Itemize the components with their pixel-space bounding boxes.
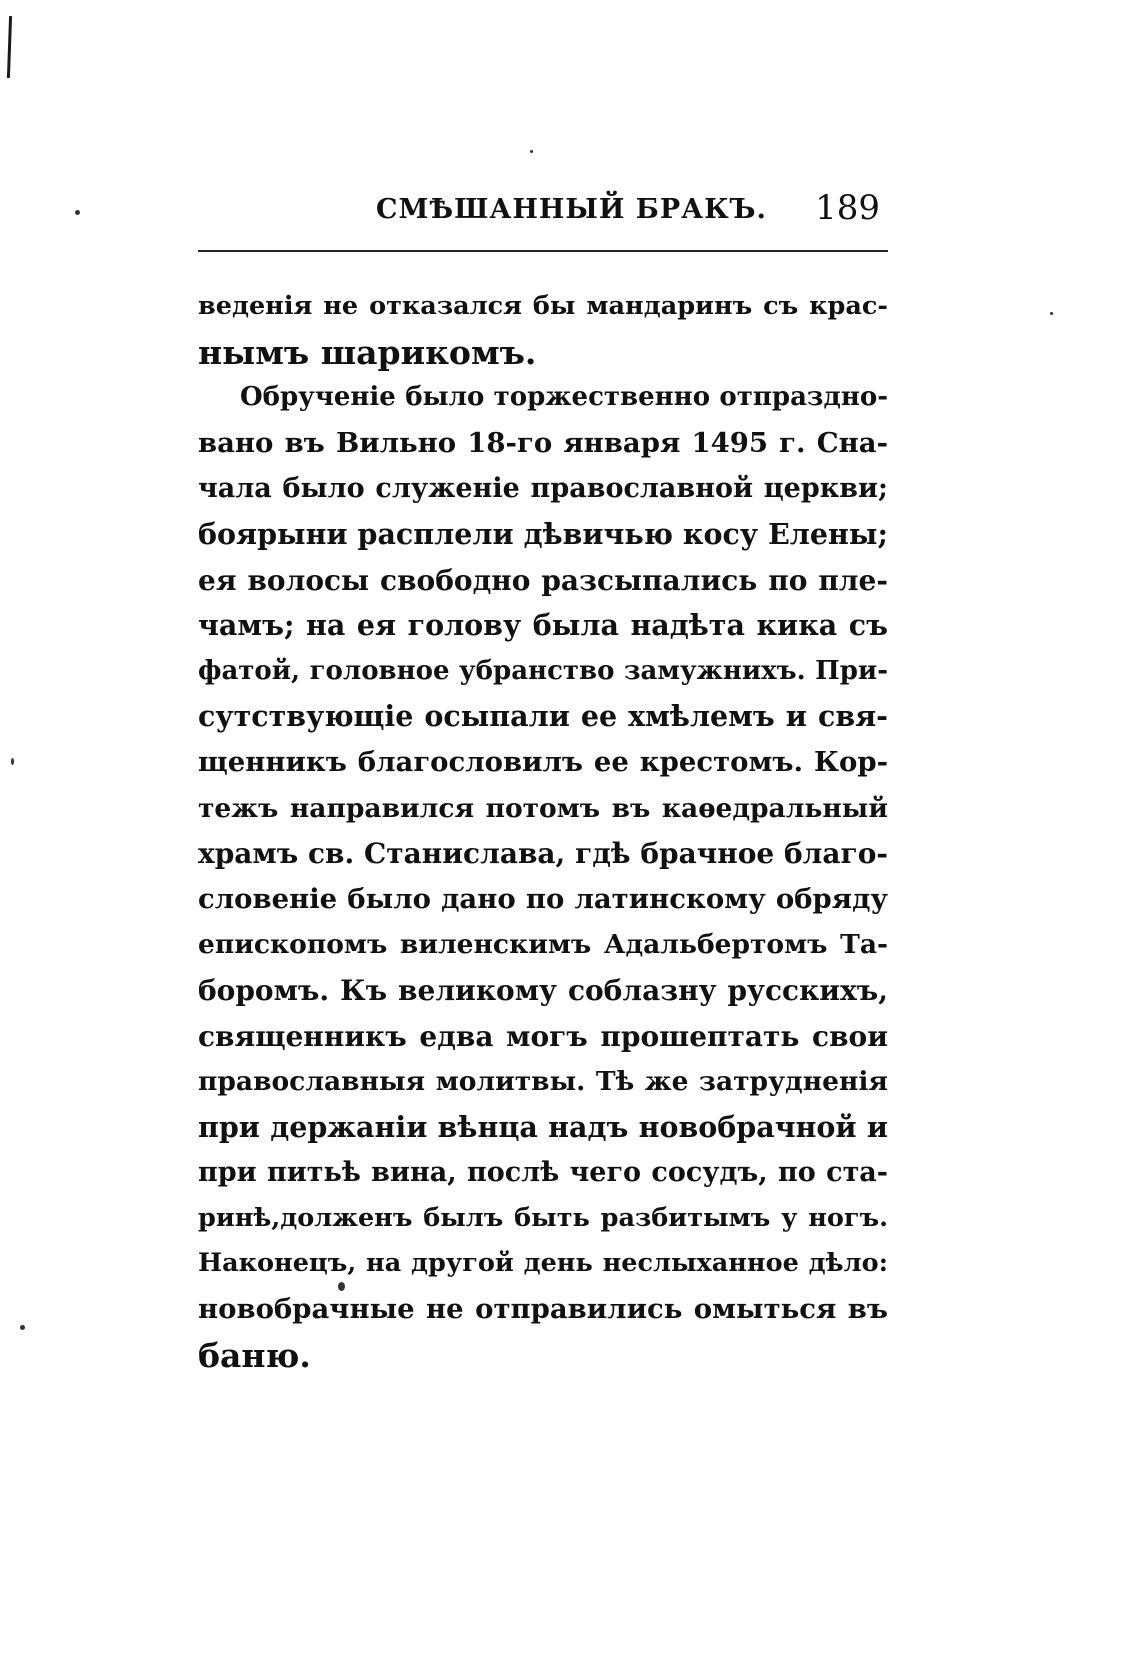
text-line: чамъ; на ея голову была надѣта кика съ [198,608,888,643]
text-line: ея волосы свободно разсыпались по пле- [198,563,888,597]
scan-speck [530,150,533,153]
text-line: при держаніи вѣнца надъ новобрачной и [198,1109,888,1144]
scan-speck [75,210,80,215]
scan-speck [20,1325,25,1330]
scan-speck [1050,312,1053,315]
body-text [198,284,888,1378]
text-line: сутствующіе осыпали ее хмѣлемъ и свя- [198,699,888,734]
text-line: нымъ шарикомъ. [198,332,537,372]
text-line: веденія не отказался бы мандаринъ съ крас- [198,291,888,321]
text-line: словеніе было дано по латинскому обряду [198,882,888,915]
text-line: священникъ едва могъ прошептать свои [198,1019,888,1053]
text-line: храмъ св. Станислава, гдѣ брачное благо- [198,837,888,871]
text-line: фатой, головное убранство замужнихъ. При- [198,655,888,686]
text-line: епископомъ виленскимъ Адальбертомъ Та- [198,929,888,961]
page-number: 189 [815,188,880,228]
header-rule [198,250,888,252]
text-line: тежъ направился потомъ въ каѳедральный [198,792,888,824]
page-header [198,188,888,232]
text-line: ринѣ,долженъ былъ быть разбитымъ у ногъ. [198,1202,888,1233]
text-line: баню. [198,1335,311,1375]
text-line: чала было служеніе православной церкви; [198,473,888,505]
scan-speck [11,758,14,765]
text-line: православныя молитвы. Тѣ же затрудненія [198,1066,888,1098]
scan-edge-mark [7,16,12,78]
text-line: боромъ. Къ великому соблазну русскихъ, [198,973,888,1007]
text-line: Обрученіе было торжественно отпраздно- [240,382,888,413]
text-line: Наконецъ, на другой день неслыханное дѣло: [198,1248,888,1279]
text-line: при питьѣ вина, послѣ чего сосудъ, по ста- [198,1157,888,1189]
paragraph-1 [198,284,888,375]
paragraph-2 [198,375,888,1378]
text-line: новобрачные не отправились омыться въ [198,1293,888,1326]
running-title: СМѢШАННЫЙ БРАКЪ. [376,194,767,225]
text-line: боярыни расплели дѣвичью косу Елены; [198,516,888,551]
text-line: вано въ Вильно 18-го января 1495 г. Сна- [198,426,888,459]
text-line: щенникъ благословилъ ее крестомъ. Кор- [198,745,888,778]
